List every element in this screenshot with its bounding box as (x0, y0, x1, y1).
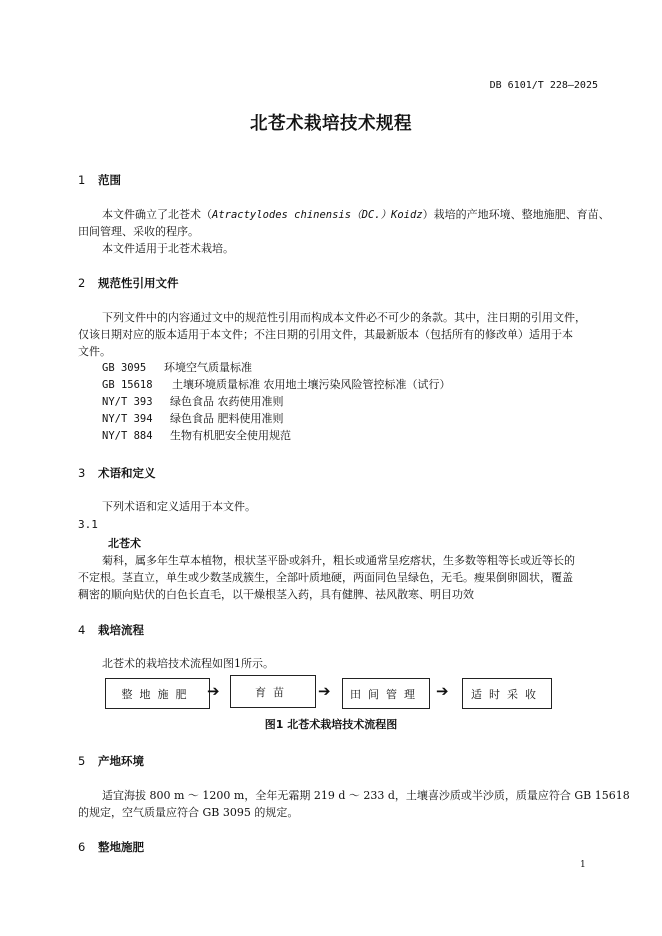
reference-item (102, 393, 284, 409)
flow-step-label: 育苗 (255, 685, 291, 699)
reference-code: NY/T 393 (102, 396, 153, 408)
section-5-heading (78, 753, 144, 769)
reference-code: GB 3095 (102, 362, 147, 374)
section-number: 4 (78, 623, 86, 637)
reference-title: 生物有机肥安全使用规范 (170, 429, 291, 442)
section-number: 3 (78, 466, 86, 480)
reference-code: GB 15618 (102, 379, 153, 391)
standard-number: DB 6101/T 228—2025 (489, 80, 598, 91)
reference-code: NY/T 884 (102, 430, 153, 442)
section-4-heading (78, 622, 144, 638)
reference-title: 绿色食品 肥料使用准则 (170, 412, 284, 425)
text-segment: ）栽培的产地环境、整地施肥、育苗、 (422, 208, 610, 221)
section-number: 5 (78, 754, 86, 768)
section-title: 产地环境 (98, 754, 144, 768)
reference-item (102, 359, 252, 375)
section-number: 6 (78, 840, 86, 854)
reference-item (102, 427, 291, 443)
reference-code: NY/T 394 (102, 413, 153, 425)
latin-name: Atractylodes chinensis（DC.）Koidz (212, 209, 423, 221)
flow-arrow-icon: ➔ (318, 682, 331, 700)
flow-step-seedling (230, 675, 316, 708)
section-6-heading (78, 839, 144, 855)
text-segment: 本文件确立了北苍术（ (102, 208, 212, 221)
flow-arrow-icon: ➔ (436, 682, 449, 700)
section-1-heading (78, 172, 121, 188)
section-title: 范围 (98, 173, 121, 187)
flow-arrow-icon: ➔ (207, 682, 220, 700)
document-title: 北苍术栽培技术规程 (250, 114, 412, 134)
section-number: 2 (78, 276, 86, 290)
section-title: 术语和定义 (98, 466, 156, 480)
reference-item (102, 410, 284, 426)
scope-applicability: 本文件适用于北苍术栽培。 (102, 242, 234, 255)
section-3-heading (78, 465, 156, 481)
section-title: 整地施肥 (98, 840, 144, 854)
flow-intro: 北苍术的栽培技术流程如图1所示。 (102, 657, 274, 670)
environment-paragraph-line2: 的规定，空气质量应符合 GB 3095 的规定。 (78, 806, 299, 819)
reference-title: 绿色食品 农药使用准则 (170, 395, 284, 408)
flow-step-harvest (462, 678, 552, 709)
term-definition-line1: 菊科，属多年生草本植物，根状茎平卧或斜升，粗长或通常呈疙瘩状，生多数等粗等长或近等长的 (102, 554, 575, 567)
terms-intro: 下列术语和定义适用于本文件。 (102, 500, 256, 513)
flow-step-land-preparation (105, 678, 210, 709)
flow-step-label: 田间管理 (350, 687, 422, 701)
section-2-heading (78, 275, 179, 291)
reference-item (102, 376, 451, 392)
reference-title: 环境空气质量标准 (164, 361, 252, 374)
term-name: 北苍术 (108, 537, 141, 550)
term-definition-line3: 稠密的顺向贴伏的白色长直毛，以干燥根茎入药，具有健脾、祛风散寒、明目功效 (78, 588, 474, 601)
references-intro-line2: 仅该日期对应的版本适用于本文件；不注日期的引用文件，其最新版本（包括所有的修改单）适用于本 (78, 328, 573, 341)
flow-step-label: 整地施肥 (121, 687, 194, 701)
environment-paragraph-line1: 适宜海拔 800 m ～ 1200 m，全年无霜期 219 d ～ 233 d，土壤喜沙质或半沙质，质量应符合 GB 15618 (102, 789, 630, 802)
section-title: 栽培流程 (98, 623, 144, 637)
page-number: 1 (580, 860, 586, 870)
section-title: 规范性引用文件 (98, 276, 179, 290)
flow-step-field-management (342, 678, 430, 709)
section-number: 1 (78, 173, 86, 187)
term-number: 3.1 (78, 518, 98, 531)
flow-step-label: 适时采收 (471, 687, 543, 701)
term-definition-line2: 不定根。茎直立，单生或少数茎成簇生，全部叶质地硬，两面同色呈绿色，无毛。瘦果倒卵圆状，覆盖 (78, 571, 573, 584)
references-intro-line3: 文件。 (78, 345, 111, 358)
references-intro-line1: 下列文件中的内容通过文中的规范性引用而构成本文件必不可少的条款。其中，注日期的引用文件， (102, 311, 586, 324)
figure-caption: 图1 北苍术栽培技术流程图 (264, 718, 398, 731)
scope-paragraph-line2: 田间管理、采收的程序。 (78, 225, 199, 238)
reference-title: 土壤环境质量标准 农用地土壤污染风险管控标准（试行） (172, 378, 451, 391)
